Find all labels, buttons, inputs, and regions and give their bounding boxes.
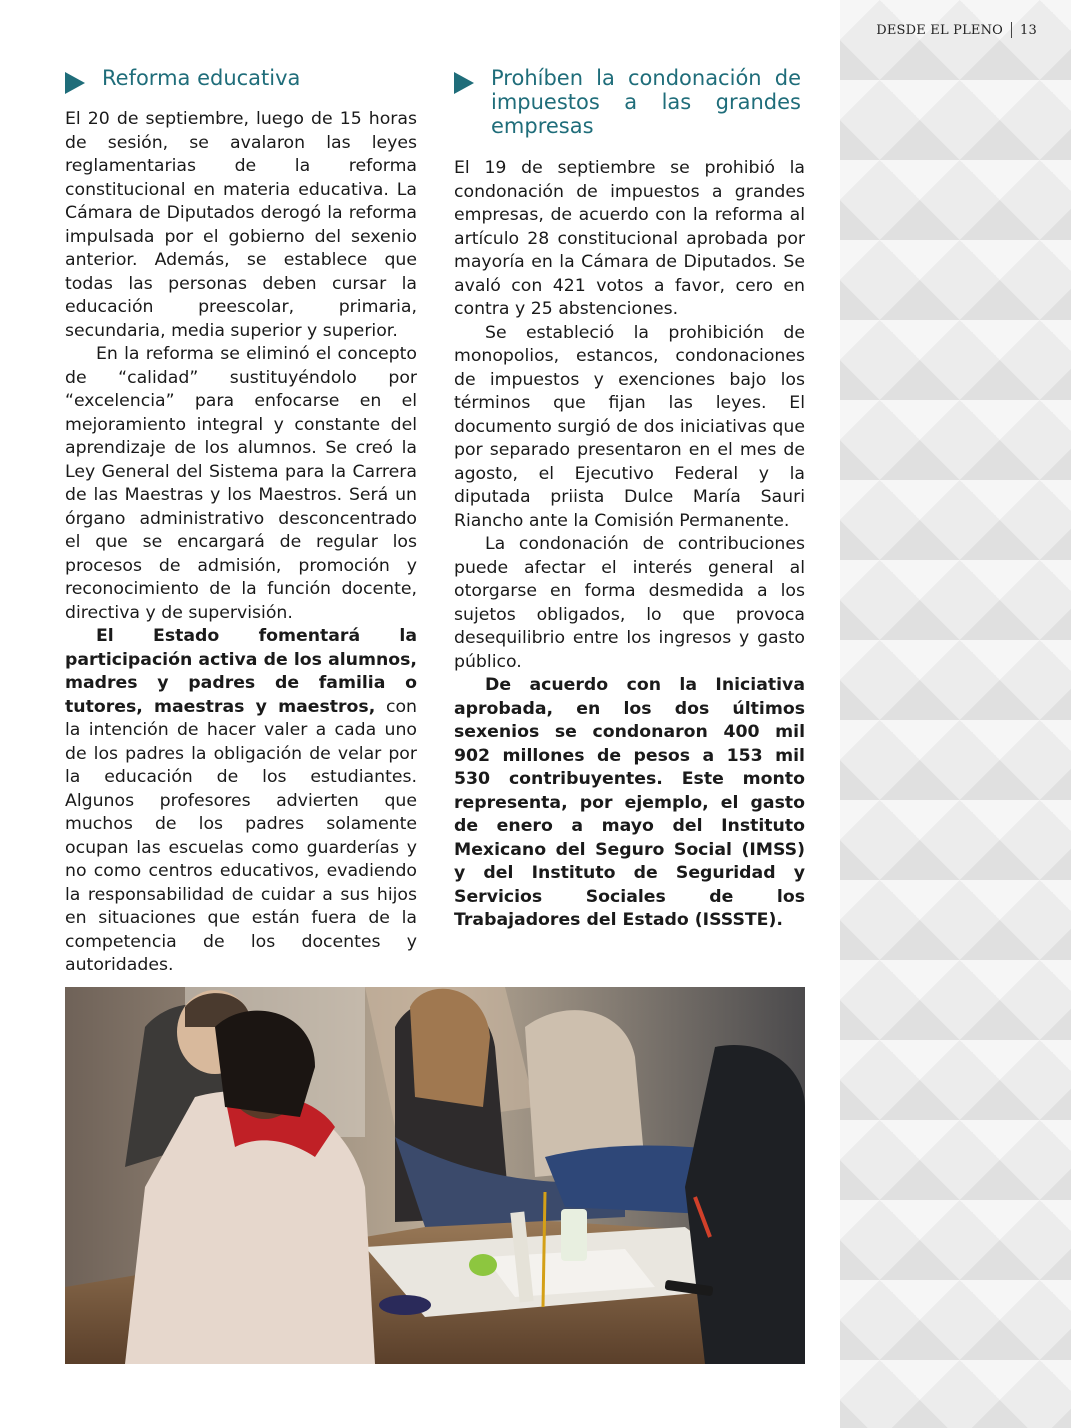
right-paragraph-3: La condonación de contribuciones puede afectar el interés general al otorgarse en forma desmedida a los sujetos obligados, lo que provoca desequilibrio entre los ingresos y gasto público.: [454, 534, 805, 672]
header-divider: [1011, 22, 1012, 38]
section-name: DESDE EL PLENO: [876, 22, 1004, 38]
right-paragraph-4: [454, 674, 805, 933]
page-number: 13: [1020, 22, 1037, 38]
running-header: [876, 22, 1037, 38]
left-paragraph-3: [65, 625, 417, 978]
students-photo: [65, 987, 805, 1364]
left-paragraph-3-rest: con la intención de hacer valer a cada uno de los padres la obligación de velar por la educación de los estudiantes. Algunos profesores advierten que muchos de los padres solamente ocupan las escuelas como guarderías y no como centros educativos, evadiendo la responsabilidad de cuidar a sus hijos en situaciones que están fuera de la competencia de los docentes y autoridades.: [65, 696, 417, 975]
left-article: [65, 60, 417, 978]
right-paragraph-4-emphasis: De acuerdo con la Iniciativa aprobada, en los dos últimos sexenios se condonaron 400 mil 902 millones de pesos a 153 mil 530 contribuyentes. Este monto representa, por ejemplo, el gasto de enero a mayo del Instituto Mexicano del Seguro Social (IMSS) y del Instituto de Seguridad y Servicios Sociales de los Trabajadores del Estado (ISSSTE).: [454, 675, 805, 930]
decorative-side-band: [840, 0, 1071, 1428]
right-paragraph-1: El 19 de septiembre se prohibió la condonación de impuestos a grandes empresas, de acuerdo con la reforma al artículo 28 constitucional aprobada por mayoría en la Cámara de Diputados. Se avaló con 421 votos a favor, cero en contra y 25 abstenciones.: [454, 158, 805, 319]
right-article: [454, 60, 805, 933]
right-paragraph-2: Se estableció la prohibición de monopolios, estancos, condonaciones de impuestos y exenciones bajo los términos que fijan las leyes. El documento surgió de dos iniciativas que por separado presentaron en el mes de agosto, el Ejecutivo Federal y la diputada priista Dulce María Sauri Riancho ante la Comisión Permanente.: [454, 322, 805, 531]
students-illustration: [65, 987, 805, 1364]
left-article-title: Reforma educativa: [102, 66, 301, 90]
right-article-heading: [454, 66, 805, 138]
left-paragraph-3-emphasis: El Estado fomentará la participación activa de los alumnos, madres y padres de familia o tutores, maestras y maestros,: [65, 626, 417, 717]
right-article-title: Prohíben la condonación de impuestos a las grandes empresas: [491, 66, 801, 138]
left-paragraph-1: El 20 de septiembre, luego de 15 horas de sesión, se avalaron las leyes reglamentarias de la reforma constitucional en materia educativa. La Cámara de Diputados derogó la reforma impulsada por el gobierno del sexenio anterior. Además, se establece que todas las personas deben cursar la educación preescolar, primaria, secundaria, media superior y superior.: [65, 109, 417, 341]
left-paragraph-2: En la reforma se eliminó el concepto de “calidad” sustituyéndolo por “excelencia” para enfocarse en el mejoramiento integral y constante del aprendizaje de los alumnos. Se creó la Ley General del Sistema para la Carrera de las Maestras y los Maestros. Será un órgano administrativo desconcentrado el que se encargará de regular los procesos de admisión, promoción y reconocimiento de la función docente, directiva y de supervisión.: [65, 344, 417, 623]
triangle-bullet-icon: [65, 72, 85, 94]
left-article-heading: [65, 66, 417, 94]
triangle-bullet-icon: [454, 72, 474, 94]
